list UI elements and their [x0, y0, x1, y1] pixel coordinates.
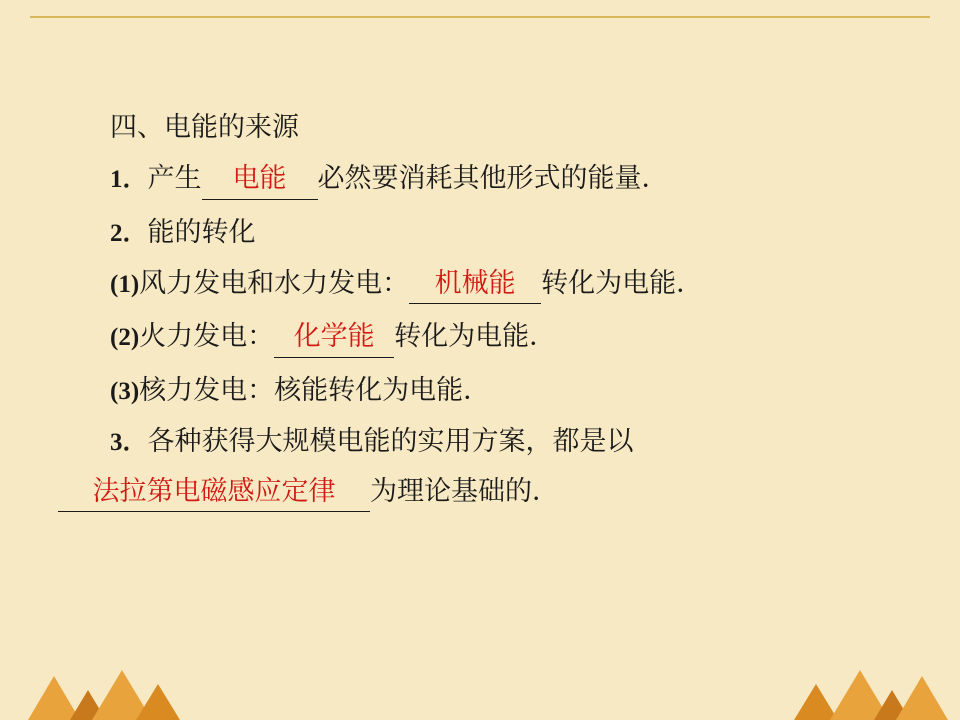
list-item-continuation: [40, 472, 920, 512]
sub-item-text-post: 转化为电能．: [394, 321, 557, 352]
answer-blank: 电能: [202, 159, 318, 199]
sub-item-text-pre: 火力发电：: [139, 321, 275, 352]
triangle-icon: [896, 676, 948, 720]
item-text-pre: 能的转化: [147, 216, 256, 247]
list-item: [40, 264, 920, 304]
item-number: 3．: [110, 429, 148, 457]
answer-blank: 机械能: [409, 264, 541, 304]
sub-item-label: (2): [110, 324, 140, 352]
item-text-post: 为理论基础的．: [370, 475, 559, 506]
item-text-pre: 各种获得大规模电能的实用方案，都是以: [147, 426, 634, 457]
item-number: 2．: [110, 219, 148, 247]
sub-item-label: (1): [110, 271, 140, 299]
section-heading: 四、电能的来源: [110, 112, 299, 142]
answer-blank: 化学能: [274, 317, 394, 357]
item-text-post: 必然要消耗其他形式的能量．: [317, 163, 669, 194]
list-item: [40, 422, 920, 461]
sub-item-text-pre: 核力发电：核能转化为电能．: [139, 374, 491, 405]
item-text-pre: 产生: [147, 163, 202, 194]
answer-blank: 法拉第电磁感应定律: [58, 472, 370, 512]
decoration-triangles-left: [18, 662, 168, 720]
top-divider: [30, 16, 930, 18]
triangle-icon: [136, 684, 180, 720]
list-item: [40, 371, 920, 410]
list-item: [40, 159, 920, 199]
decoration-triangles-right: [792, 662, 942, 720]
sub-item-label: (3): [110, 377, 140, 405]
list-item: [40, 213, 920, 252]
list-item: [40, 317, 920, 357]
slide-body: [40, 108, 920, 525]
sub-item-text-post: 转化为电能．: [541, 268, 704, 299]
item-number: 1．: [110, 166, 148, 194]
sub-item-text-pre: 风力发电和水力发电：: [139, 268, 410, 299]
